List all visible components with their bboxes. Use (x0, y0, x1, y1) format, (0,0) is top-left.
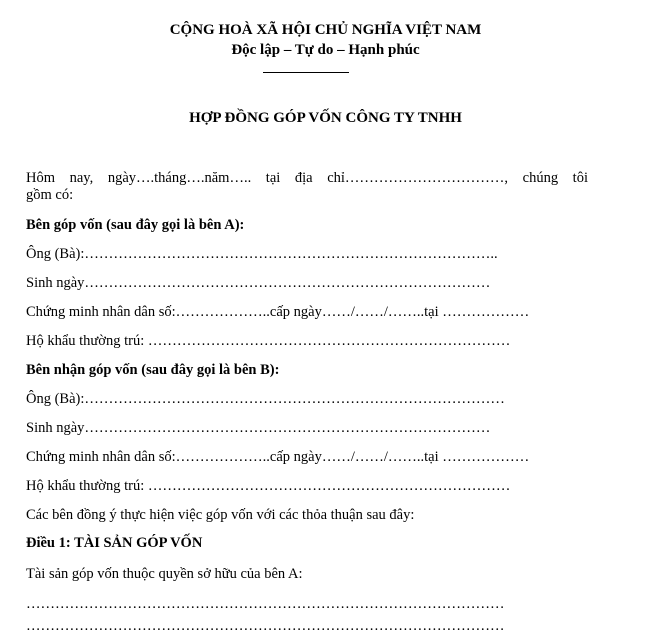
article-1-blank-line-1: ……………………………………………………………………………………… (26, 596, 505, 612)
party-a-residence-field: Hộ khẩu thường trú: ………………………………………………………………… (26, 333, 511, 349)
intro-line-2: gồm có: (26, 187, 74, 203)
party-b-heading: Bên nhận góp vốn (sau đây gọi là bên B): (26, 362, 280, 378)
article-1-ownership-line: Tài sản góp vốn thuộc quyền sở hữu của bên A: (26, 566, 303, 582)
party-b-id-field: Chứng minh nhân dân số:………………..cấp ngày……/……/……..tại ……………… (26, 449, 530, 465)
party-b-residence-field: Hộ khẩu thường trú: ………………………………………………………………… (26, 478, 511, 494)
intro-line-1: Hôm nay, ngày….tháng….năm….. tại địa chỉ……………………………, chúng tôi (26, 170, 588, 186)
party-b-birth-field: Sinh ngày………………………………………………………………………… (26, 420, 491, 436)
article-1-heading: Điều 1: TÀI SẢN GÓP VỐN (26, 535, 203, 551)
national-title: CỘNG HOÀ XÃ HỘI CHỦ NGHĨA VIỆT NAM (169, 22, 482, 38)
party-a-id-field: Chứng minh nhân dân số:………………..cấp ngày……/……/……..tại ……………… (26, 304, 530, 320)
party-a-name-field: Ông (Bà):………………………………………………………………………….. (26, 246, 498, 262)
party-a-heading: Bên góp vốn (sau đây gọi là bên A): (26, 217, 245, 233)
header-divider (263, 72, 349, 73)
party-b-name-field: Ông (Bà):…………………………………………………………………………… (26, 391, 505, 407)
party-a-birth-field: Sinh ngày………………………………………………………………………… (26, 275, 491, 291)
national-motto: Độc lập – Tự do – Hạnh phúc (231, 42, 420, 58)
agreement-statement: Các bên đồng ý thực hiện việc góp vốn với các thỏa thuận sau đây: (26, 507, 415, 523)
article-1-blank-line-2: ……………………………………………………………………………………… (26, 618, 505, 634)
contract-title: HỢP ĐỒNG GÓP VỐN CÔNG TY TNHH (189, 110, 462, 126)
